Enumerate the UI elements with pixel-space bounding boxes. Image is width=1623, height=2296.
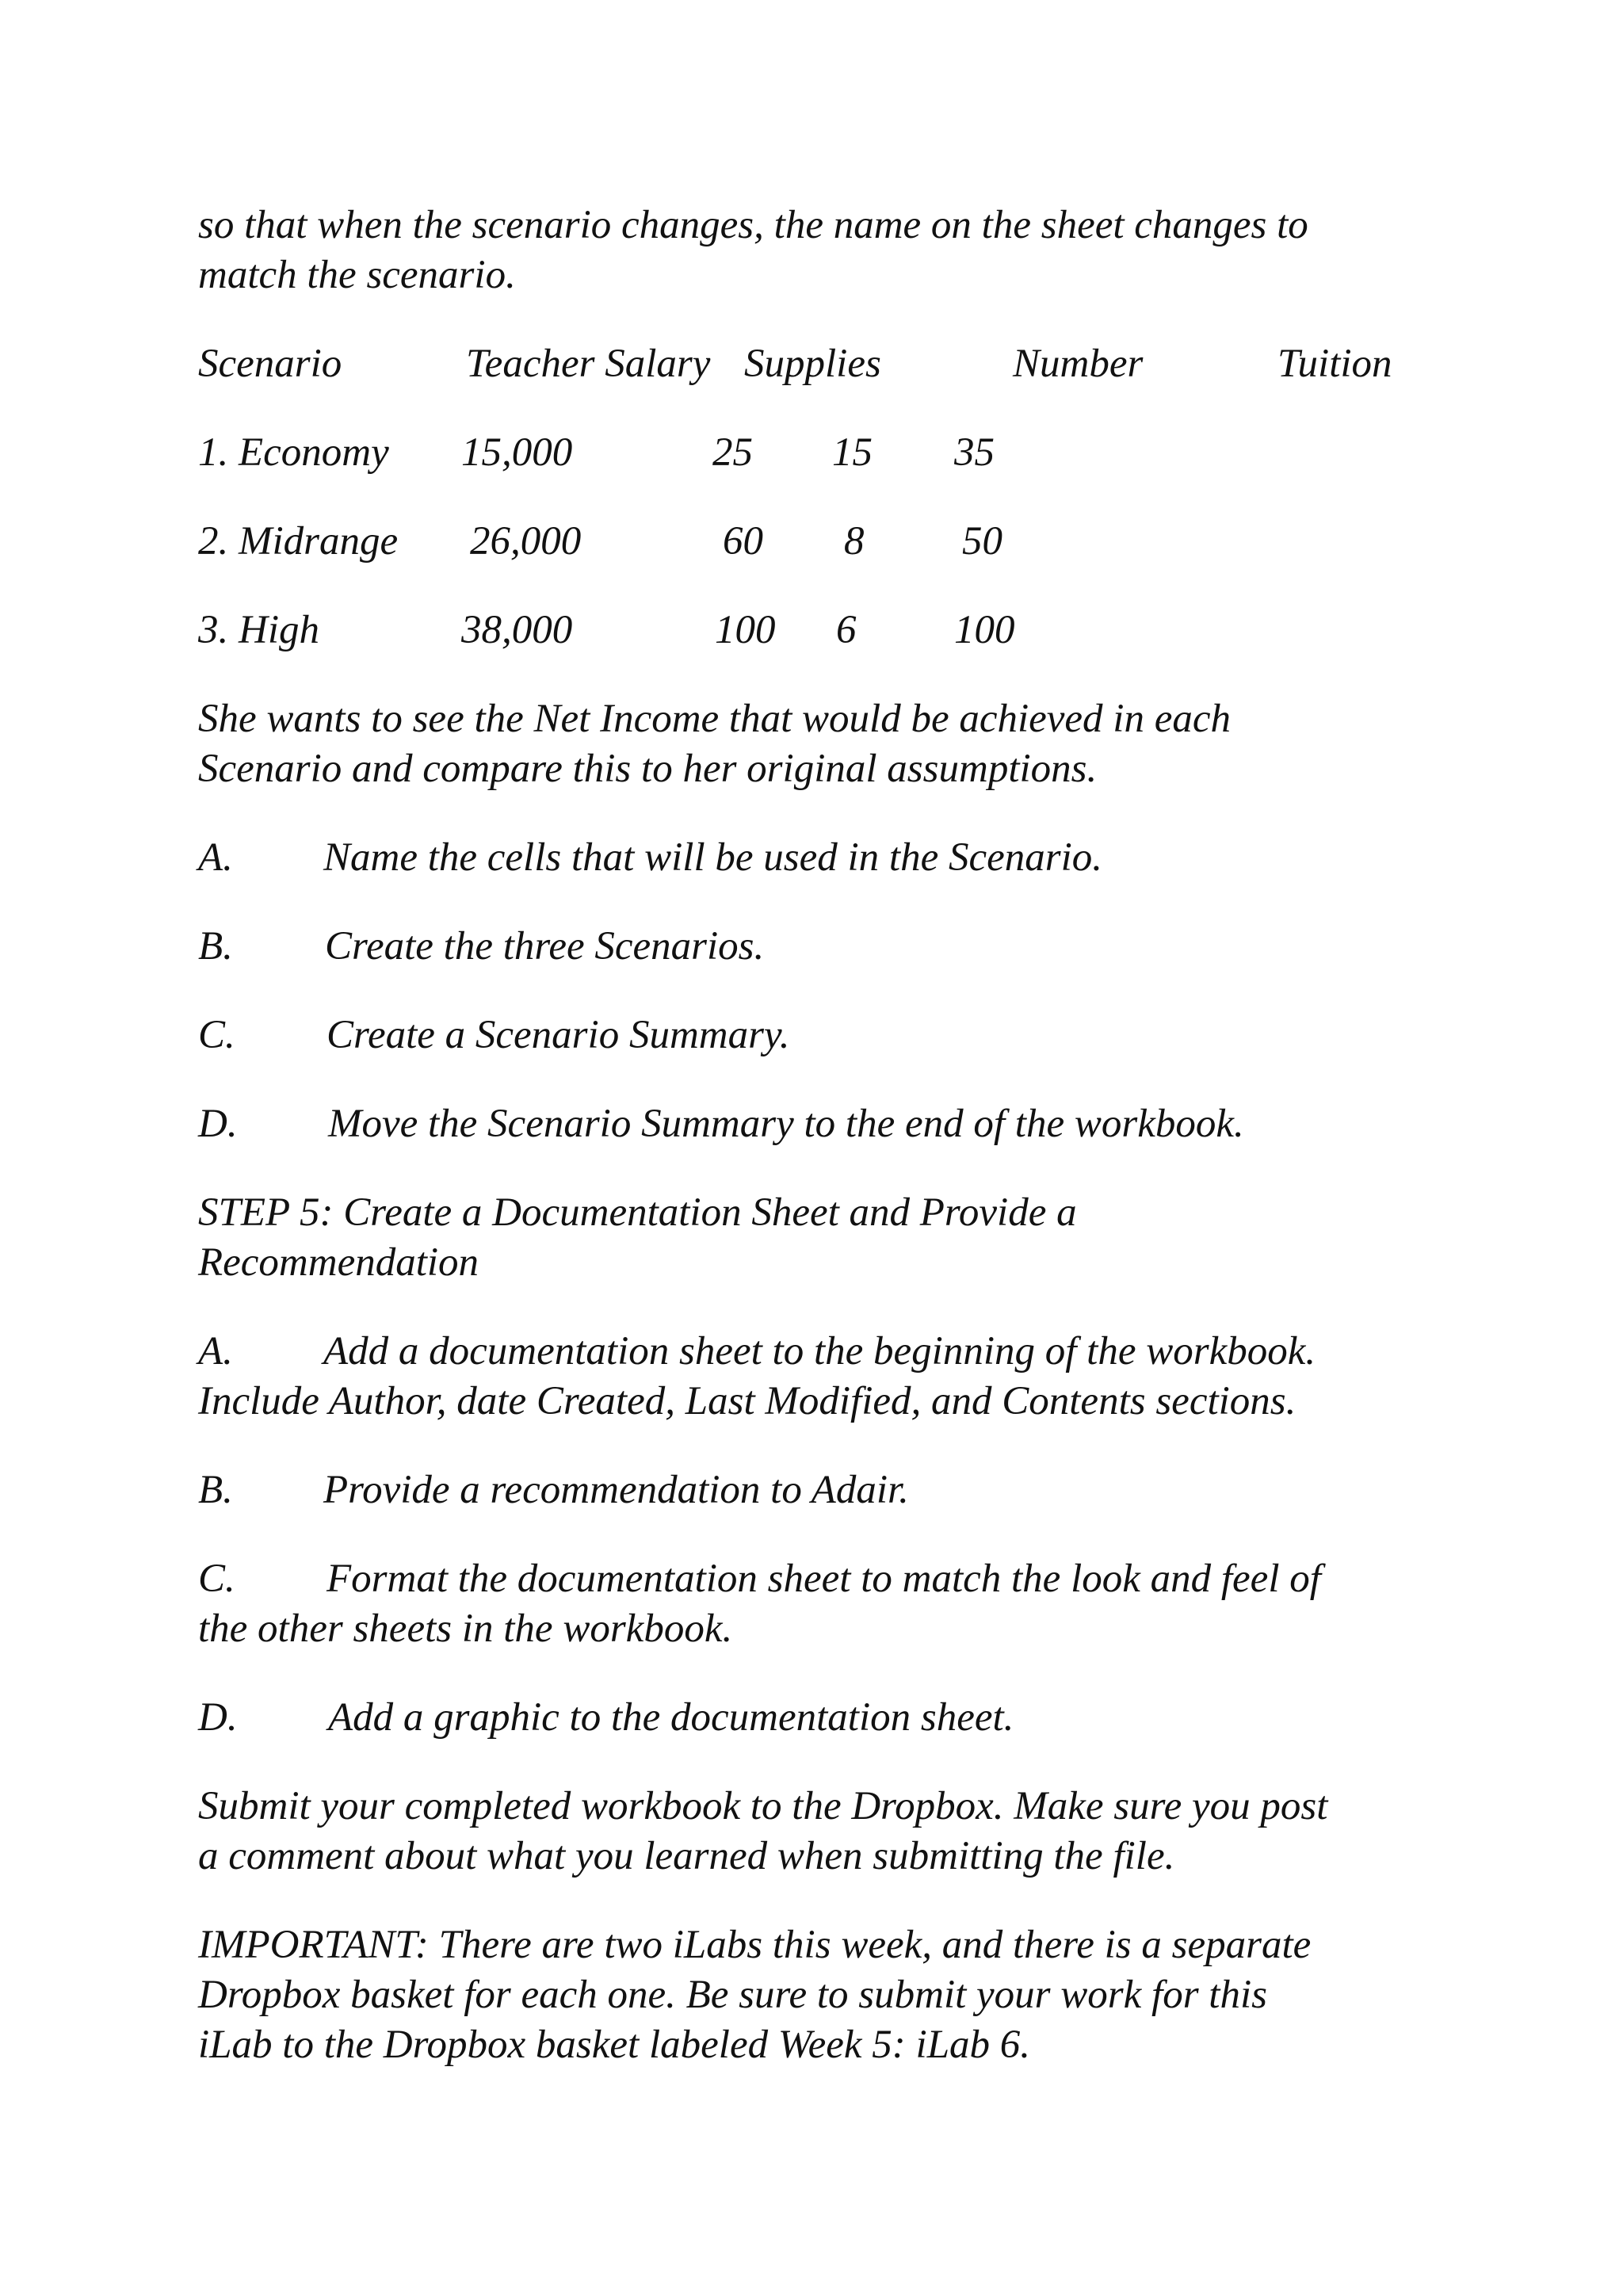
step5-heading-line-1: STEP 5: Create a Documentation Sheet and Provide a xyxy=(198,1190,1077,1235)
table-cell: 8 xyxy=(844,519,865,563)
list-item-text: Move the Scenario Summary to the end of the workbook. xyxy=(328,1102,1244,1146)
intro-line-1: so that when the scenario changes, the name on the sheet changes to xyxy=(198,203,1308,247)
list-item-continuation: Include Author, date Created, Last Modified, and Contents sections. xyxy=(198,1379,1296,1423)
table-cell: 26,000 xyxy=(470,519,582,563)
net-income-line-2: Scenario and compare this to her original assumptions. xyxy=(198,747,1098,791)
list-item-text: Format the documentation sheet to match the look and feel of xyxy=(327,1557,1321,1601)
list-item-label: D. xyxy=(198,1102,238,1146)
list-item-label: C. xyxy=(198,1013,235,1057)
important-line-1: IMPORTANT: There are two iLabs this week, and there is a separate xyxy=(198,1923,1312,1967)
list-item-text: Create the three Scenarios. xyxy=(325,924,765,968)
list-item-label: B. xyxy=(198,1468,233,1512)
table-header-scenario: Scenario xyxy=(198,342,342,386)
submit-line-1: Submit your completed workbook to the Dropbox. Make sure you post xyxy=(198,1784,1328,1828)
table-header-teacher-salary: Teacher Salary xyxy=(466,342,711,386)
list-item-text: Add a documentation sheet to the beginning of the workbook. xyxy=(323,1329,1316,1373)
table-cell: 1. Economy xyxy=(198,430,389,475)
table-cell: 25 xyxy=(712,430,753,475)
list-item-label: A. xyxy=(198,1329,233,1373)
important-line-2: Dropbox basket for each one. Be sure to submit your work for this xyxy=(198,1973,1267,2017)
table-header-tuition: Tuition xyxy=(1277,342,1392,386)
table-cell: 38,000 xyxy=(461,608,573,652)
intro-line-2: match the scenario. xyxy=(198,253,516,297)
list-item-label: D. xyxy=(198,1695,238,1740)
table-cell: 35 xyxy=(954,430,995,475)
table-cell: 15 xyxy=(832,430,873,475)
submit-line-2: a comment about what you learned when submitting the file. xyxy=(198,1834,1175,1878)
table-cell: 60 xyxy=(723,519,763,563)
step5-heading-line-2: Recommendation xyxy=(198,1240,479,1285)
list-item-label: B. xyxy=(198,924,233,968)
table-cell: 50 xyxy=(962,519,1002,563)
table-cell: 100 xyxy=(715,608,776,652)
important-line-3: iLab to the Dropbox basket labeled Week 5: iLab 6. xyxy=(198,2023,1031,2067)
table-cell: 100 xyxy=(954,608,1015,652)
table-cell: 15,000 xyxy=(461,430,573,475)
table-cell: 2. Midrange xyxy=(198,519,399,563)
net-income-line-1: She wants to see the Net Income that would be achieved in each xyxy=(198,697,1231,741)
list-item-continuation: the other sheets in the workbook. xyxy=(198,1606,733,1651)
list-item-text: Name the cells that will be used in the Scenario. xyxy=(323,835,1102,880)
table-cell: 3. High xyxy=(198,608,319,652)
list-item-text: Create a Scenario Summary. xyxy=(327,1013,790,1057)
table-header-number: Number xyxy=(1013,342,1144,386)
table-cell: 6 xyxy=(836,608,857,652)
list-item-label: A. xyxy=(198,835,233,880)
list-item-text: Add a graphic to the documentation sheet. xyxy=(328,1695,1014,1740)
list-item-text: Provide a recommendation to Adair. xyxy=(323,1468,909,1512)
list-item-label: C. xyxy=(198,1557,235,1601)
table-header-supplies: Supplies xyxy=(744,342,881,386)
